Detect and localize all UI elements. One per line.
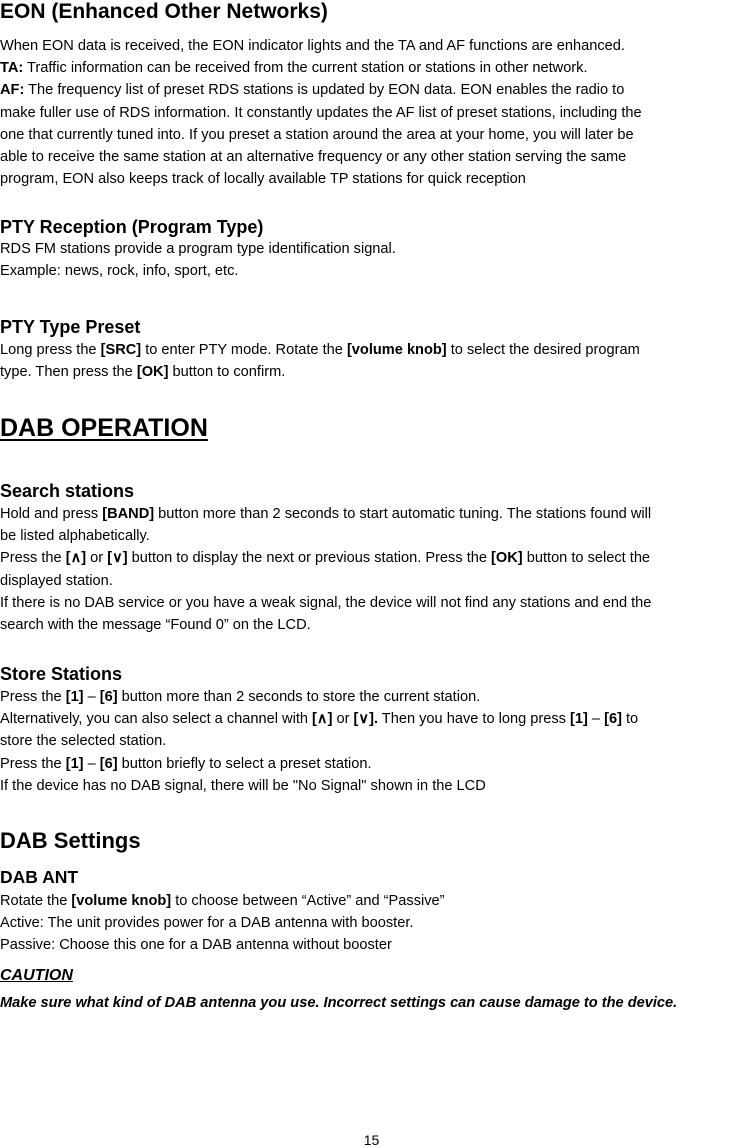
store-heading: Store Stations bbox=[0, 664, 123, 684]
eon-af-line: able to receive the same station at an alternative frequency or any other station serving the same bbox=[0, 149, 627, 166]
pty-heading: PTY Reception (Program Type) bbox=[0, 217, 264, 237]
volume-knob-label: [volume knob] bbox=[346, 342, 447, 358]
page-number: 15 bbox=[363, 1132, 380, 1148]
dab-settings-heading: DAB Settings bbox=[0, 828, 141, 853]
ta-label: TA: bbox=[0, 60, 24, 77]
search-line: Press the [∧] or [∨] button to display the next or previous station. Press the [OK] button to select the bbox=[0, 550, 651, 567]
eon-af-line: make fuller use of RDS information. It constantly updates the AF list of preset stations, including the bbox=[0, 104, 642, 121]
search-line: displayed station. bbox=[0, 572, 113, 589]
dab-operation-heading: DAB OPERATION bbox=[0, 414, 208, 442]
eon-af-line: one that currently tuned into. If you preset a station around the area at your home, you will later be bbox=[0, 126, 634, 143]
store-line: Press the [1] – [6] button more than 2 seconds to store the current station. bbox=[0, 689, 481, 705]
search-heading: Search stations bbox=[0, 481, 135, 501]
dab-ant-body bbox=[0, 890, 445, 957]
pty-preset-body bbox=[0, 339, 640, 383]
dab-ant-line: Passive: Choose this one for a DAB antenna without booster bbox=[0, 937, 392, 954]
search-line: If there is no DAB service or you have a weak signal, the device will not find any stations and end the bbox=[0, 594, 652, 611]
dab-ant-line: Active: The unit provides power for a DAB antenna with booster. bbox=[0, 915, 414, 932]
eon-intro: When EON data is received, the EON indicator lights and the TA and AF functions are enhanced. bbox=[0, 38, 625, 54]
pty-body bbox=[0, 238, 396, 282]
store-line: Alternatively, you can also select a channel with [∧] or [∨]. Then you have to long press [1] – [6] to bbox=[0, 711, 639, 728]
store-body bbox=[0, 686, 638, 797]
eon-body bbox=[0, 35, 642, 190]
pty-preset-line: Long press the [SRC] to enter PTY mode. Rotate the [volume knob] to select the desired program bbox=[0, 342, 640, 358]
search-body bbox=[0, 503, 651, 636]
pty-line: RDS FM stations provide a program type identification signal. bbox=[0, 241, 396, 257]
eon-ta-line: TA: Traffic information can be received from the current station or stations in other network. bbox=[0, 60, 588, 77]
eon-af-line: AF: The frequency list of preset RDS stations is updated by EON data. EON enables the radio to bbox=[0, 82, 625, 99]
eon-af-line: program, EON also keeps track of locally available TP stations for quick reception bbox=[0, 171, 526, 188]
pty-line: Example: news, rock, info, sport, etc. bbox=[0, 263, 239, 280]
dab-ant-heading: DAB ANT bbox=[0, 867, 79, 887]
pty-preset-heading: PTY Type Preset bbox=[0, 317, 141, 337]
dab-ant-line: Rotate the [volume knob] to choose between “Active” and “Passive” bbox=[0, 893, 445, 909]
caution-heading: CAUTION bbox=[0, 967, 73, 984]
pty-preset-line: type. Then press the [OK] button to confirm. bbox=[0, 364, 286, 381]
search-line: Hold and press [BAND] button more than 2 seconds to start automatic tuning. The stations found will bbox=[0, 506, 652, 522]
ok-button-label: [OK] bbox=[136, 364, 169, 381]
search-line: be listed alphabetically. bbox=[0, 528, 150, 545]
caution-text: Make sure what kind of DAB antenna you use. Incorrect settings can cause damage to the device. bbox=[0, 995, 678, 1011]
src-button-label: [SRC] bbox=[100, 342, 142, 358]
store-line: store the selected station. bbox=[0, 733, 167, 750]
af-label: AF: bbox=[0, 82, 25, 99]
store-line: Press the [1] – [6] button briefly to select a preset station. bbox=[0, 755, 372, 772]
search-line: search with the message “Found 0” on the LCD. bbox=[0, 617, 311, 634]
store-line: If the device has no DAB signal, there will be "No Signal" shown in the LCD bbox=[0, 777, 486, 794]
eon-heading: EON (Enhanced Other Networks) bbox=[0, 0, 328, 23]
